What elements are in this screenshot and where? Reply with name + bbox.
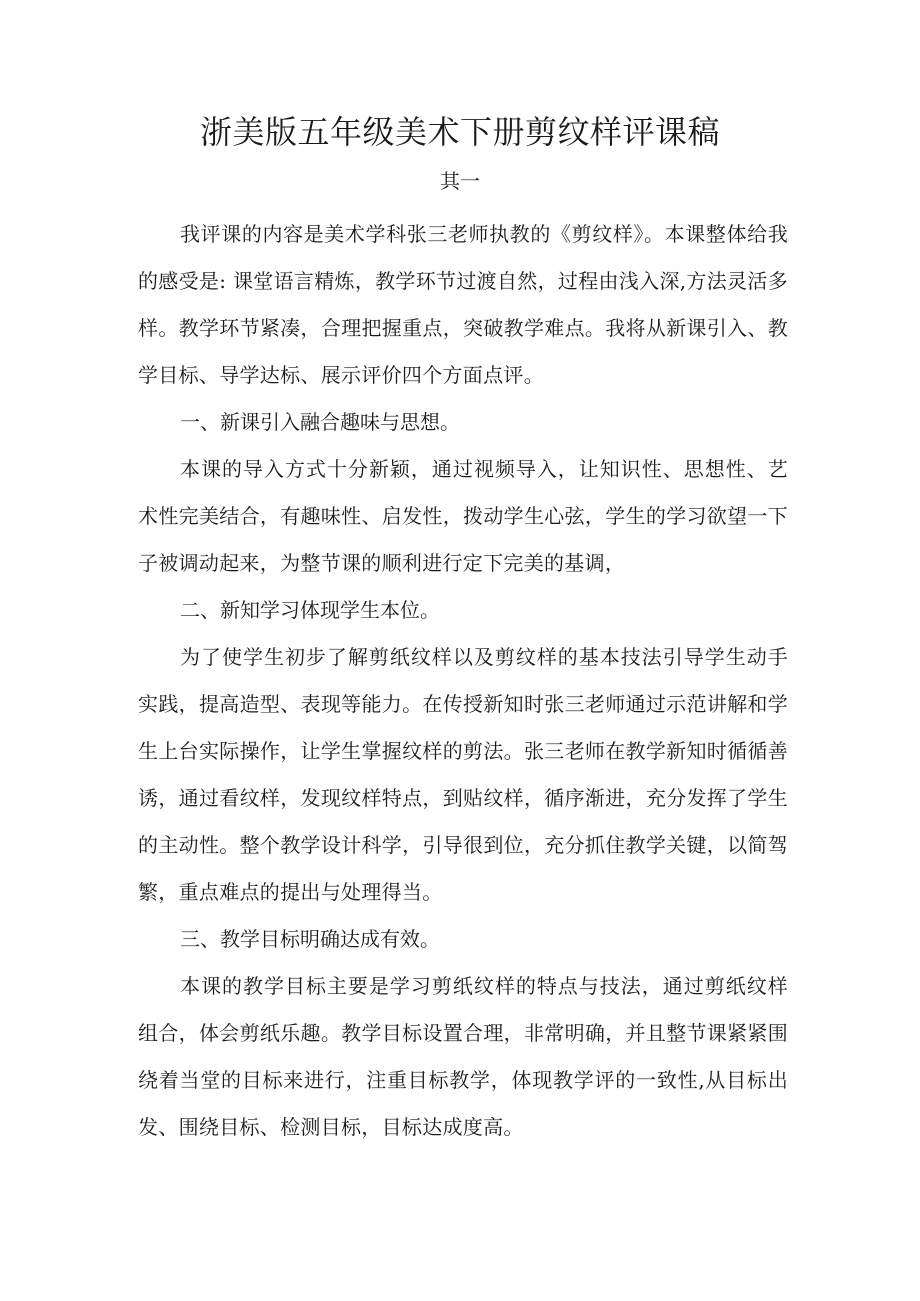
document-subtitle: 其一 <box>440 169 480 193</box>
section-heading-1: 一、新课引入融合趣味与思想。 <box>180 410 460 434</box>
document-title: 浙美版五年级美术下册剪纹样评课稿 <box>199 113 720 151</box>
section-heading-2: 二、新知学习体现学生本位。 <box>180 598 440 622</box>
document-body <box>138 211 788 1151</box>
paragraph-section-2: 为了使学生初步了解剪纸纹样以及剪纹样的基本技法引导学生动手实践，提高造型、表现等能力。在传授新知时张三老师通过示范讲解和学生上台实际操作，让学生掌握纹样的剪法。张三老师在教学新知时循循善诱，通过看纹样，发现纹样特点，到贴纹样，循序渐进，充分发挥了学生的主动性。整个教学设计科学，引导很到位，充分抓住教学关键，以简驾繁，重点难点的提出与处理得当。 <box>138 645 788 904</box>
section-heading-3: 三、教学目标明确达成有效。 <box>180 927 440 951</box>
paragraph-section-3: 本课的教学目标主要是学习剪纸纹样的特点与技法，通过剪纸纹样组合，体会剪纸乐趣。教学目标设置合理，非常明确，并且整节课紧紧围绕着当堂的目标来进行，注重目标教学，体现教学评的一致性,从目标出发、围绕目标、检测目标，目标达成度高。 <box>138 974 788 1139</box>
paragraph-section-1: 本课的导入方式十分新颖，通过视频导入，让知识性、思想性、艺术性完美结合，有趣味性、启发性，拨动学生心弦，学生的学习欲望一下子被调动起来，为整节课的顺利进行定下完美的基调， <box>138 457 788 575</box>
paragraph-intro: 我评课的内容是美术学科张三老师执教的《剪纹样》。本课整体给我的感受是: 课堂语言精炼，教学环节过渡自然，过程由浅入深,方法灵活多样。教学环节紧凑，合理把握重点，突破教学难点。我将从新课引入、教学目标、导学达标、展示评价四个方面点评。 <box>138 222 788 387</box>
